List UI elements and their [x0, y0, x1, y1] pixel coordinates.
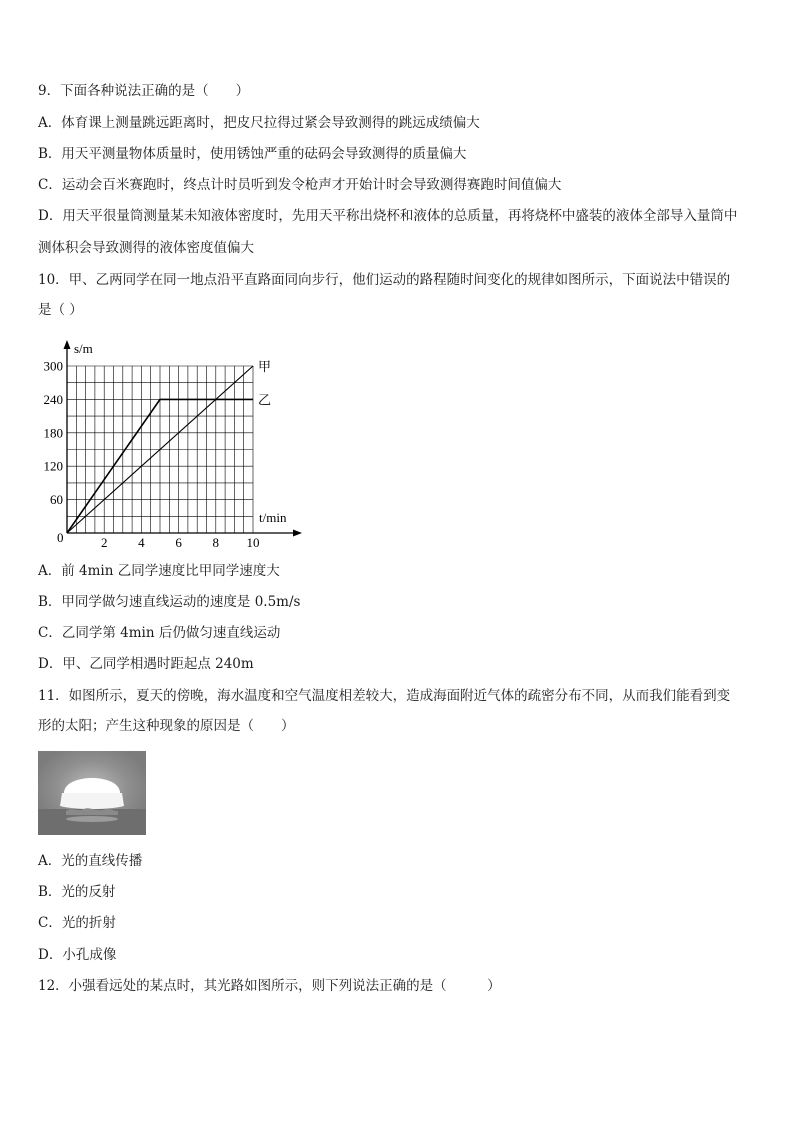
q9-option-b: B．用天平测量物体质量时，使用锈蚀严重的砝码会导致测得的质量偏大: [38, 146, 467, 162]
series-label: 甲: [258, 359, 272, 374]
x-tick-label: 8: [212, 535, 220, 550]
x-tick-label: 6: [175, 535, 182, 550]
q9-option-a: A．体育课上测量跳远距离时，把皮尺拉得过紧会导致测得的跳远成绩偏大: [38, 115, 480, 131]
series-label: 乙: [258, 392, 272, 408]
x-axis-label: t/min: [259, 510, 287, 525]
q10-stem-cont: 是（ ）: [38, 302, 83, 318]
q9-option-d: D．用天平很量筒测量某未知液体密度时，先用天平称出烧杯和液体的总质量，再将烧杯中盛装的液体全部导入量筒中: [38, 208, 738, 224]
q9-stem: 9．下面各种说法正确的是（ ）: [38, 83, 250, 99]
q10-option-b: B．甲同学做匀速直线运动的速度是 0.5m/s: [38, 594, 301, 610]
q9-option-c: C．运动会百米赛跑时，终点计时员听到发令枪声才开始计时会导致测得赛跑时间值偏大: [38, 177, 562, 193]
y-tick-label: 120: [43, 458, 63, 474]
q11-option-d: D．小孔成像: [38, 947, 117, 963]
q10-option-c: C．乙同学第 4min 后仍做匀速直线运动: [38, 625, 281, 641]
y-axis-arrow: [64, 340, 71, 349]
q12-stem: 12．小强看远处的某点时，其光路如图所示，则下列说法正确的是（ ）: [38, 978, 501, 994]
q10-option-a: A．前 4min 乙同学速度比甲同学速度大: [38, 563, 280, 579]
q11-option-a: A．光的直线传播: [38, 853, 143, 869]
y-axis-label: s/m: [74, 341, 93, 356]
q11-stem: 11．如图所示，夏天的傍晚，海水温度和空气温度相差较大，造成海面附近气体的疏密分布不同，从而我们能看到变: [38, 688, 731, 704]
x-tick-label: 2: [100, 535, 108, 550]
q11-stem-cont: 形的太阳；产生这种现象的原因是（ ）: [38, 718, 295, 734]
q10-stem: 10．甲、乙两同学在同一地点沿平直路面同向步行，他们运动的路程随时间变化的规律如图所示，下面说法中错误的: [38, 272, 731, 288]
q10-option-d: D．甲、乙同学相遇时距起点 240m: [38, 656, 254, 672]
x-tick-label: 4: [138, 535, 145, 550]
q11-option-b: B．光的反射: [38, 884, 116, 900]
q11-option-c: C．光的折射: [38, 915, 116, 931]
y-tick-label: 240: [43, 391, 63, 407]
x-tick-label: 10: [246, 535, 260, 550]
y-tick-label: 300: [43, 358, 63, 374]
distance-time-chart: [40, 335, 310, 550]
x-axis-arrow: [293, 530, 302, 537]
y-tick-label: 60: [50, 492, 63, 508]
origin-label: 0: [57, 530, 64, 545]
q9-option-d-cont: 测体积会导致测得的液体密度值偏大: [38, 240, 254, 256]
sunset-photo: [38, 751, 146, 835]
y-tick-label: 180: [43, 425, 63, 441]
